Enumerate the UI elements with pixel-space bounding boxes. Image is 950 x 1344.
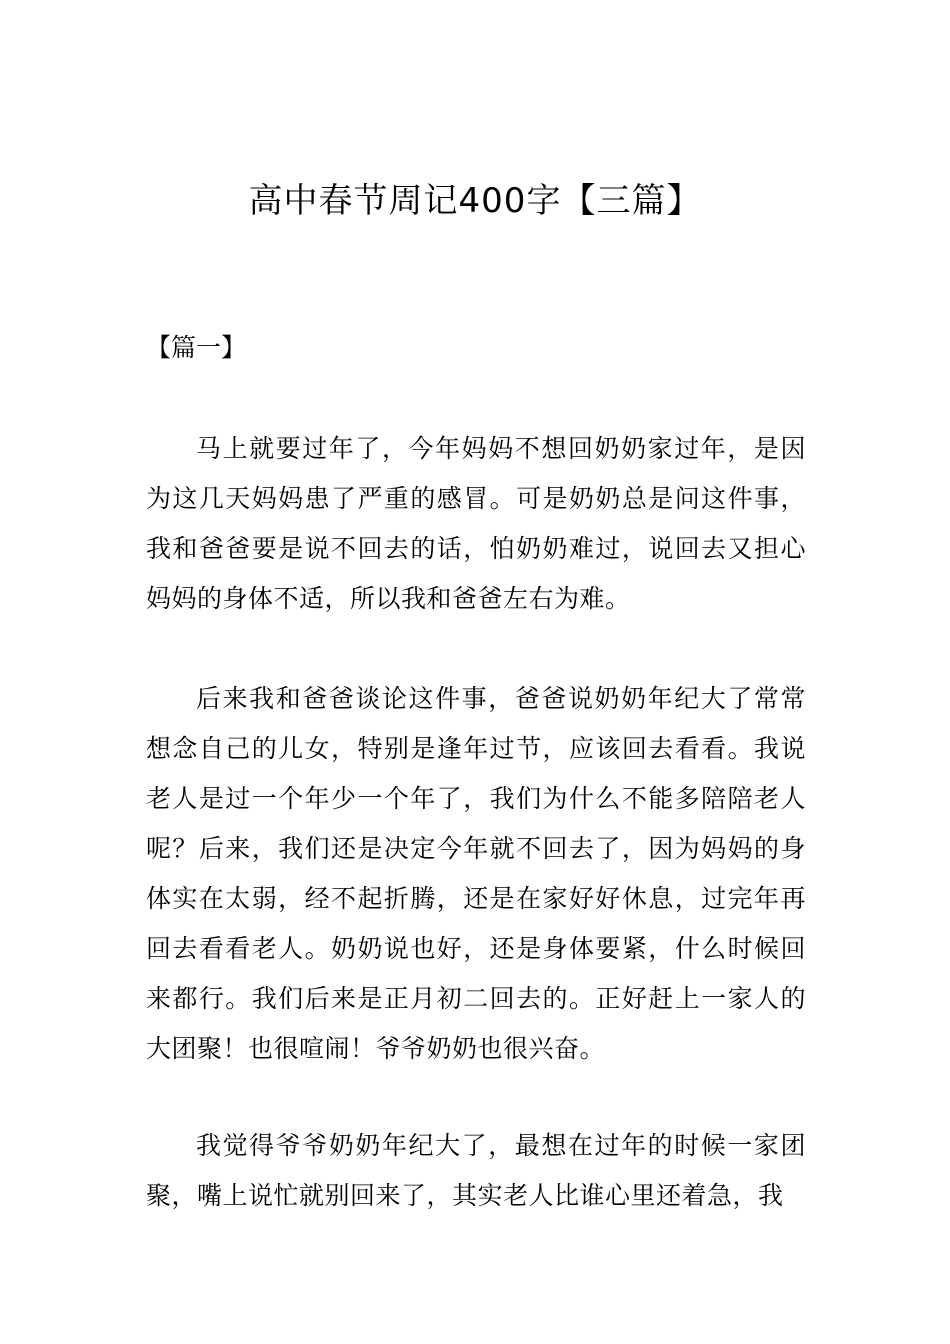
paragraph-2: 后来我和爸爸谈论这件事，爸爸说奶奶年纪大了常常想念自己的儿女，特别是逢年过节，应该回去看看。我说老人是过一个年少一个年了，我们为什么不能多陪陪老人呢？后来，我们还是决定今年就不回去了，因为妈妈的身体实在太弱，经不起折腾，还是在家好好休息，过完年再回去看看老人。奶奶说也好，还是身体要紧，什么时候回来都行。我们后来是正月初二回去的。正好赶上一家人的大团聚！也很喧闹！爷爷奶奶也很兴奋。 — [146, 684, 806, 1063]
paragraph-1: 马上就要过年了，今年妈妈不想回奶奶家过年，是因为这几天妈妈患了严重的感冒。可是奶奶总是问这件事，我和爸爸要是说不回去的话，怕奶奶难过，说回去又担心妈妈的身体不适，所以我和爸爸左右为难。 — [146, 434, 806, 613]
document-title: 高中春节周记400字【三篇】 — [248, 181, 702, 221]
paragraph-3: 我觉得爷爷奶奶年纪大了，最想在过年的时候一家团聚，嘴上说忙就别回来了，其实老人比谁心里还着急，我 — [146, 1131, 806, 1210]
section-label: 【篇一】 — [146, 333, 247, 362]
